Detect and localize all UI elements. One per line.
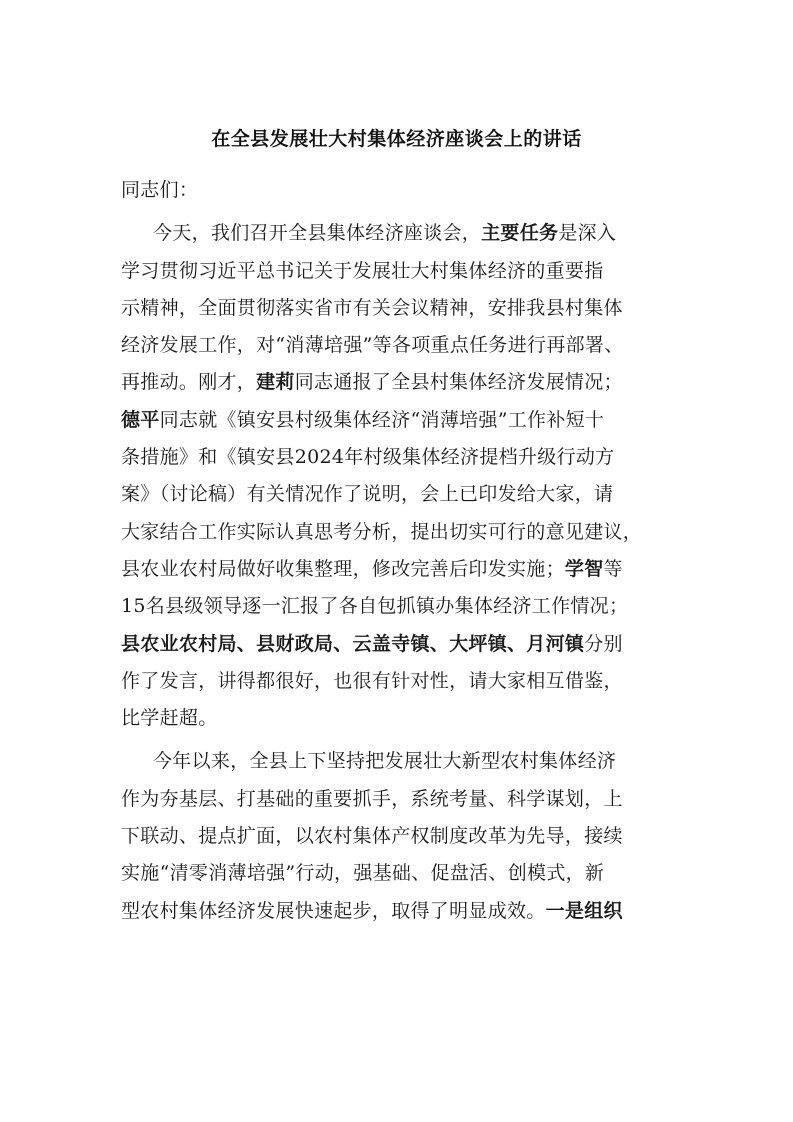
text-span: 县农业农村局做好收集整理，修改完善后印发实施； xyxy=(121,557,565,580)
bold-text: 德平 xyxy=(121,408,160,431)
text-line: 条措施》和《镇安县2024年村级集体经济提档升级行动方 xyxy=(121,446,615,469)
bold-text: 主要任务 xyxy=(481,222,559,245)
text-span: 分别 xyxy=(584,632,623,655)
text-line: 学习贯彻习近平总书记关于发展壮大村集体经济的重要指 xyxy=(121,259,604,282)
text-line xyxy=(121,626,681,663)
text-span: 同志就《镇安县村级集体经济“消薄培强”工作补短十 xyxy=(159,408,605,431)
paragraph-1 xyxy=(121,215,681,737)
text-line: 下联动、提点扩面，以农村集体产权制度改革为先导，接续 xyxy=(121,825,623,848)
bold-text: 学智 xyxy=(564,557,604,580)
text-span: 等 xyxy=(603,557,623,580)
text-line: 大家结合工作实际认真思考分析，提出切实可行的意见建议， xyxy=(121,520,643,543)
text-line xyxy=(121,893,681,930)
text-span: 今天，我们召开全县集体经济座谈会， xyxy=(153,222,482,245)
document-title: 在全县发展壮大村集体经济座谈会上的讲话 xyxy=(211,128,582,150)
bold-text: 一是组织 xyxy=(545,899,623,922)
salutation: 同志们： xyxy=(121,179,199,201)
text-span: 是深入 xyxy=(558,222,617,245)
text-line: 实施“清零消薄培强”行动，强基础、促盘活、创模式，新 xyxy=(121,862,605,885)
text-line: 15名县级领导逐一汇报了各自包抓镇办集体经济工作情况； xyxy=(121,595,629,618)
text-span: 同志通报了全县村集体经济发展情况； xyxy=(294,371,623,394)
bold-text: 建莉 xyxy=(256,371,295,394)
text-span: 型农村集体经济发展快速起步，取得了明显成效。 xyxy=(121,899,546,922)
text-line: 作了发言，讲得都很好，也很有针对性，请大家相互借鉴， xyxy=(121,669,623,692)
paragraph-2 xyxy=(121,743,681,929)
text-line: 案》（讨论稿）有关情况作了说明，会上已印发给大家，请 xyxy=(121,483,614,506)
text-span: 再推动。刚才， xyxy=(121,371,257,394)
text-line xyxy=(121,364,681,401)
text-line: 作为夯基层、打基础的重要抓手，系统考量、科学谋划，上 xyxy=(121,787,623,810)
text-line: 经济发展工作，对“消薄培强”等各项重点任务进行再部署、 xyxy=(121,334,624,357)
text-line xyxy=(121,402,681,439)
document-body xyxy=(121,172,681,930)
text-line: 今年以来，全县上下坚持把发展壮大新型农村集体经济 xyxy=(153,750,617,773)
text-line: 示精神，全面贯彻落实省市有关会议精神，安排我县村集体 xyxy=(121,296,623,319)
text-line xyxy=(121,551,681,588)
text-line xyxy=(121,215,681,252)
bold-text: 县农业农村局、县财政局、云盖寺镇、大坪镇、月河镇 xyxy=(121,632,585,655)
text-line: 比学赶超。 xyxy=(121,707,218,730)
